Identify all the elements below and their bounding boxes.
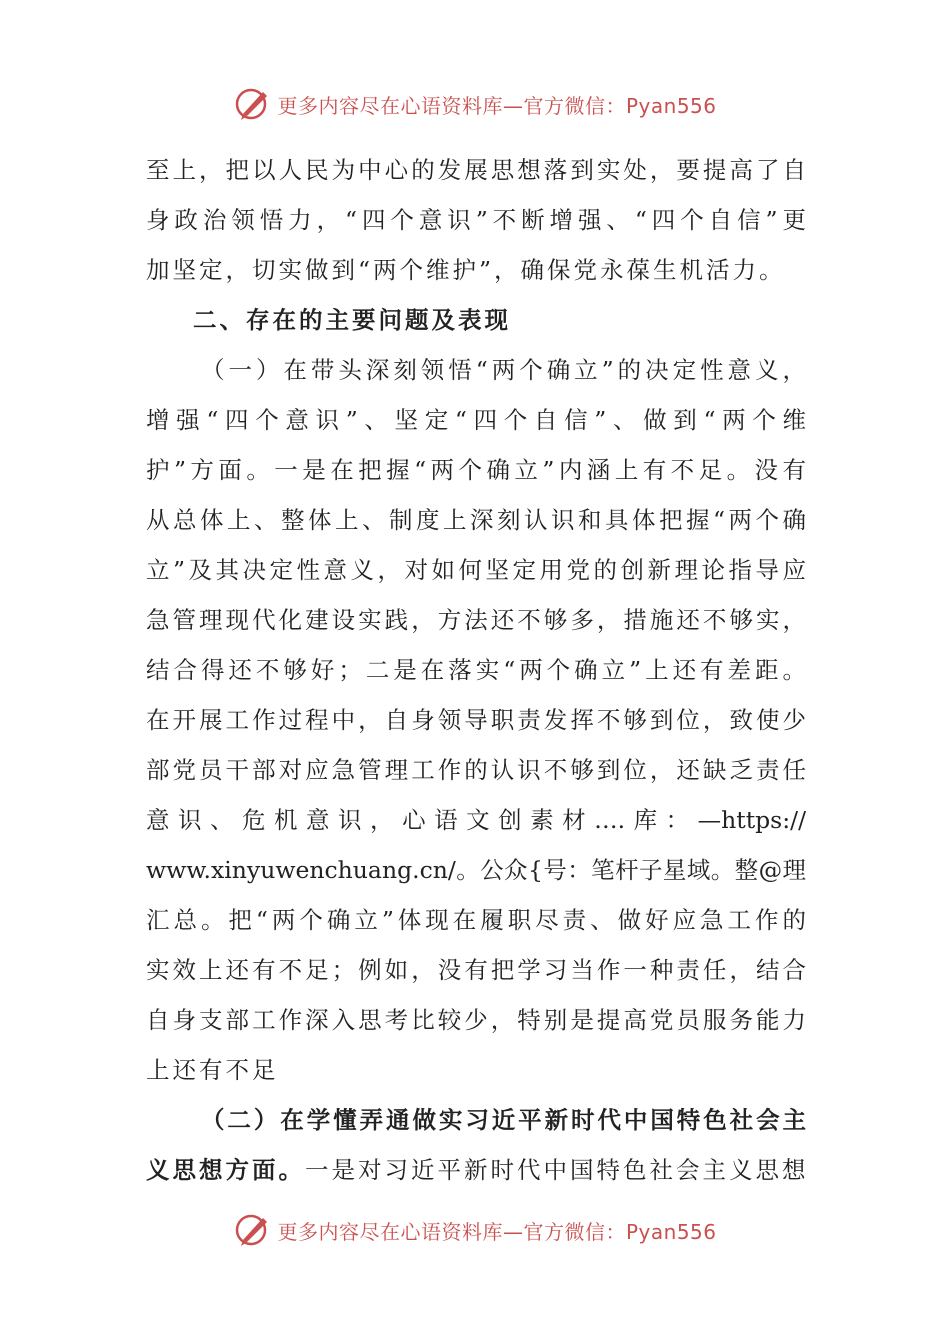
paragraph-line: 增强“四个意识”、坚定“四个自信”、做到“两个维 xyxy=(146,406,806,434)
paragraph-line: 身政治领悟力，“四个意识”不断增强、“四个自信”更 xyxy=(146,206,806,234)
paragraph-line: 加坚定，切实做到“两个维护”，确保党永葆生机活力。 xyxy=(146,256,786,284)
paragraph-line: 自身支部工作深入思考比较少，特别是提高党员服务能力 xyxy=(146,1006,806,1034)
subsection-heading-line: （二）在学懂弄通做实习近平新时代中国特色社会主 xyxy=(201,1106,806,1134)
paragraph-line: 汇总。把“两个确立”体现在履职尽责、做好应急工作的 xyxy=(146,906,806,934)
paragraph-line: 结合得还不够好；二是在落实“两个确立”上还有差距。 xyxy=(146,656,806,684)
paragraph-line: 上还有不足 xyxy=(146,1056,279,1084)
banner-text: 更多内容尽在心语资料库—官方微信：Pyan556 xyxy=(277,93,717,118)
section-heading: 二、存在的主要问题及表现 xyxy=(193,306,511,334)
paragraph-line: 意识、危机意识，心语文创素材….库：—https:// xyxy=(146,806,806,834)
paragraph-line: 实效上还有不足；例如，没有把学习当作一种责任，结合 xyxy=(146,956,806,984)
document-body xyxy=(146,145,809,1195)
paragraph-line: www.xinyuwenchuang.cn/。公众{号：笔杆子星域。整@理 xyxy=(146,856,806,884)
banner-text: 更多内容尽在心语资料库—官方微信：Pyan556 xyxy=(277,1219,717,1244)
paragraph-line xyxy=(146,1145,809,1195)
pen-logo-icon xyxy=(233,84,273,124)
paragraph-line: 在开展工作过程中，自身领导职责发挥不够到位，致使少 xyxy=(146,706,806,734)
pen-logo-icon xyxy=(233,1210,273,1250)
subsection-heading-tail: 义思想方面。 xyxy=(146,1156,305,1184)
paragraph-line: 护”方面。一是在把握“两个确立”内涵上有不足。没有 xyxy=(146,456,806,484)
paragraph-line: 从总体上、整体上、制度上深刻认识和具体把握“两个确 xyxy=(146,506,806,534)
subsection-heading-line: （一）在带头深刻领悟“两个确立”的决定性意义， xyxy=(201,356,806,384)
paragraph-text: 一是对习近平新时代中国特色社会主义思想 xyxy=(305,1156,809,1184)
header-watermark-banner xyxy=(0,82,950,126)
paragraph-line: 至上，把以人民为中心的发展思想落到实处，要提高了自 xyxy=(146,156,806,184)
footer-watermark-banner xyxy=(0,1208,950,1252)
paragraph-line: 部党员干部对应急管理工作的认识不够到位，还缺乏责任 xyxy=(146,756,806,784)
paragraph-line: 急管理现代化建设实践，方法还不够多，措施还不够实， xyxy=(146,606,806,634)
paragraph-line: 立”及其决定性意义，对如何坚定用党的创新理论指导应 xyxy=(146,556,806,584)
